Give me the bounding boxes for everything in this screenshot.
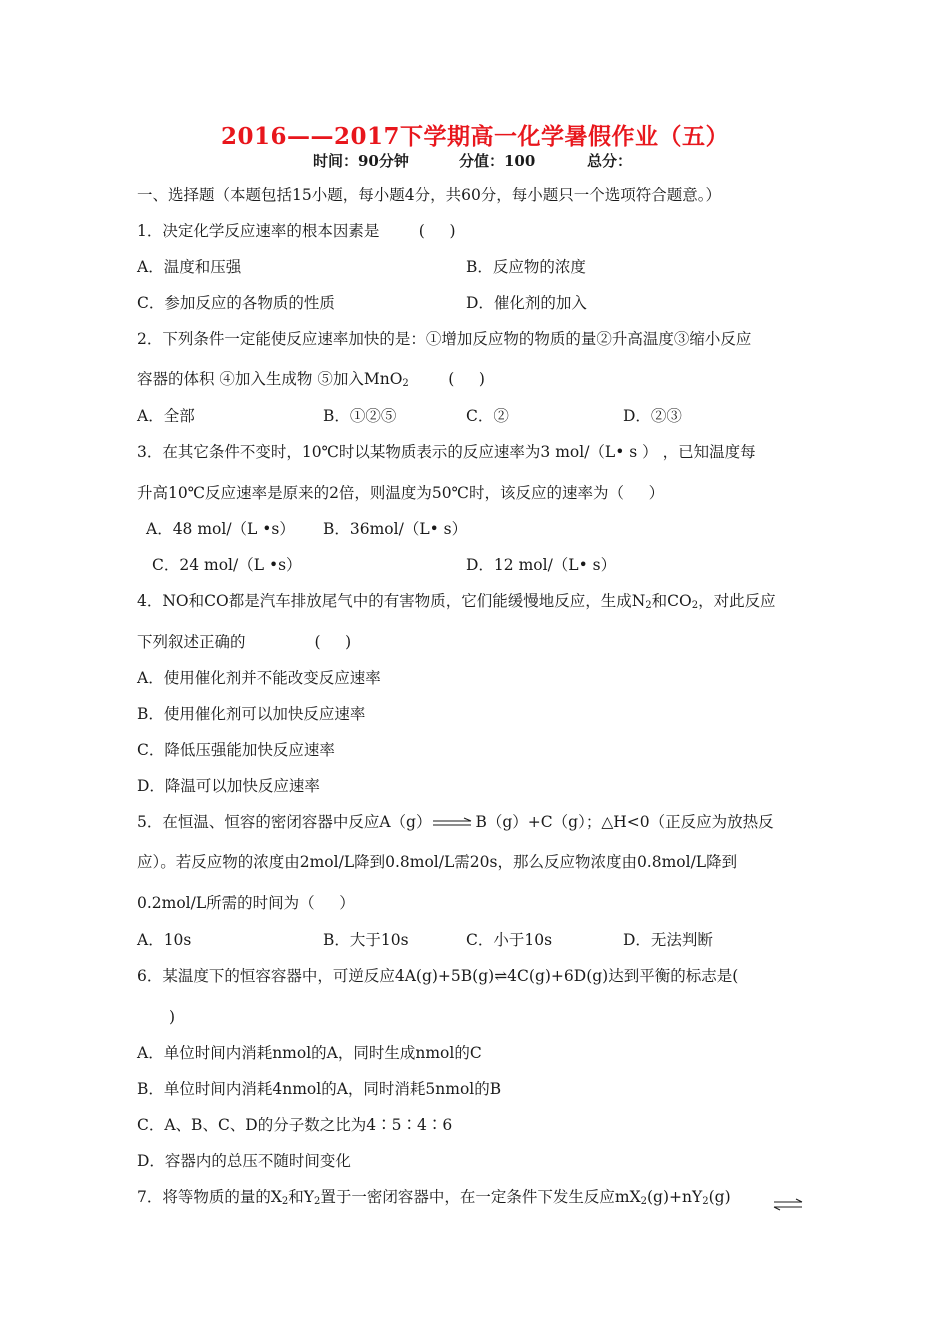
q3-option-d: D．12 mol/（L• s） (466, 556, 617, 574)
equilibrium-arrow-icon (772, 1198, 804, 1212)
q1-stem: 1．决定化学反应速率的根本因素是 ( ) (137, 222, 456, 240)
q2-stem-text: 容器的体积 ④加入生成物 ⑤加入MnO (137, 370, 403, 388)
section-heading: 一、选择题（本题包括15小题，每小题4分，共60分，每小题只一个选项符合题意。） (137, 186, 722, 204)
q4-subscript-2: 2 (691, 600, 699, 611)
q5-option-c: C．小于10s (466, 931, 553, 949)
q4-stem-part2: 和CO (651, 592, 692, 610)
q7-stem-part2: 和Y (288, 1188, 315, 1206)
q4-option-b: B．使用催化剂可以加快反应速率 (137, 705, 366, 723)
q6-option-c: C．A、B、C、D的分子数之比为4∶5∶4∶6 (137, 1116, 453, 1134)
exam-time: 时间：90分钟 (313, 152, 409, 170)
q5-stem-part2: B（g）+C（g）；△H<0（正反应为放热反 (475, 813, 774, 831)
q4-stem-line1 (137, 591, 776, 616)
q6-stem-line1: 6．某温度下的恒容容器中，可逆反应4A(g)+5B(g)⇌4C(g)+6D(g)达到平衡的标志是( (137, 967, 739, 985)
q7-subscript-1: 2 (281, 1196, 289, 1207)
q7-stem-part3: 置于一密闭容器中，在一定条件下发生反应mX (320, 1188, 641, 1206)
q3-option-c: C．24 mol/（L •s） (152, 556, 302, 574)
q5-option-a: A．10s (137, 931, 192, 949)
q2-stem-tail: ( ) (408, 370, 485, 388)
q7-stem-part4: (g)+nY (647, 1188, 703, 1206)
q2-stem-line2 (137, 369, 485, 394)
q2-option-b: B．①②⑤ (323, 407, 397, 425)
q4-stem-part3: ，对此反应 (698, 592, 776, 610)
q1-option-a: A．温度和压强 (137, 258, 242, 276)
q5-stem-line3: 0.2mol/L所需的时间为（ ） (137, 894, 355, 912)
q2-option-c: C．② (466, 407, 509, 425)
q4-option-a: A．使用催化剂并不能改变反应速率 (137, 669, 381, 687)
q4-option-d: D．降温可以加快反应速率 (137, 777, 320, 795)
q1-option-d: D．催化剂的加入 (466, 294, 587, 312)
q2-subscript: 2 (402, 378, 409, 389)
q6-option-a: A．单位时间内消耗nmol的A，同时生成nmol的C (137, 1044, 482, 1062)
q7-subscript-4: 2 (702, 1196, 709, 1207)
q3-option-a: A．48 mol/（L •s） (146, 520, 295, 538)
exam-score: 分值：100 (459, 152, 536, 170)
q5-option-d: D．无法判断 (623, 931, 713, 949)
q5-stem-line1 (137, 812, 774, 832)
q5-option-b: B．大于10s (323, 931, 409, 949)
q3-option-b: B．36mol/（L• s） (323, 520, 468, 538)
q4-option-c: C．降低压强能加快反应速率 (137, 741, 335, 759)
q2-option-a: A．全部 (137, 407, 195, 425)
q2-option-d: D．②③ (623, 407, 682, 425)
q4-subscript-1: 2 (645, 600, 652, 611)
q3-stem-line2: 升高10℃反应速率是原来的2倍，则温度为50℃时，该反应的速率为（ ） (137, 484, 665, 502)
q6-stem-line2: ) (169, 1008, 176, 1026)
q6-option-b: B．单位时间内消耗4nmol的A，同时消耗5nmol的B (137, 1080, 502, 1098)
q5-stem-line2: 应）。若反应物的浓度由2mol/L降到0.8mol/L需20s，那么反应物浓度由0.8mol/L降到 (137, 853, 738, 871)
q7-subscript-2: 2 (314, 1196, 321, 1207)
exam-total: 总分： (587, 152, 633, 170)
page-title: 2016——2017下学期高一化学暑假作业（五） (220, 123, 730, 150)
q7-subscript-3: 2 (640, 1196, 647, 1207)
q7-stem-part1: 7．将等物质的量的X (137, 1188, 282, 1206)
q1-option-c: C．参加反应的各物质的性质 (137, 294, 335, 312)
q1-option-b: B．反应物的浓度 (466, 258, 586, 276)
q7-stem (137, 1187, 731, 1212)
q3-stem-line1: 3．在其它条件不变时，10℃时以某物质表示的反应速率为3 mol/（L• s ） ，已知温度每 (137, 443, 756, 461)
q4-stem-part1: 4．NO和CO都是汽车排放尾气中的有害物质，它们能缓慢地反应，生成N (137, 592, 646, 610)
equilibrium-arrow-icon (431, 817, 475, 829)
q2-stem-line1: 2．下列条件一定能使反应速率加快的是：①增加反应物的物质的量②升高温度③缩小反应 (137, 330, 752, 348)
q6-option-d: D．容器内的总压不随时间变化 (137, 1152, 351, 1170)
q7-stem-part5: (g) (708, 1188, 731, 1206)
q5-stem-part1: 5．在恒温、恒容的密闭容器中反应A（g） (137, 813, 432, 831)
q4-stem-line2: 下列叙述正确的 ( ) (137, 633, 352, 651)
